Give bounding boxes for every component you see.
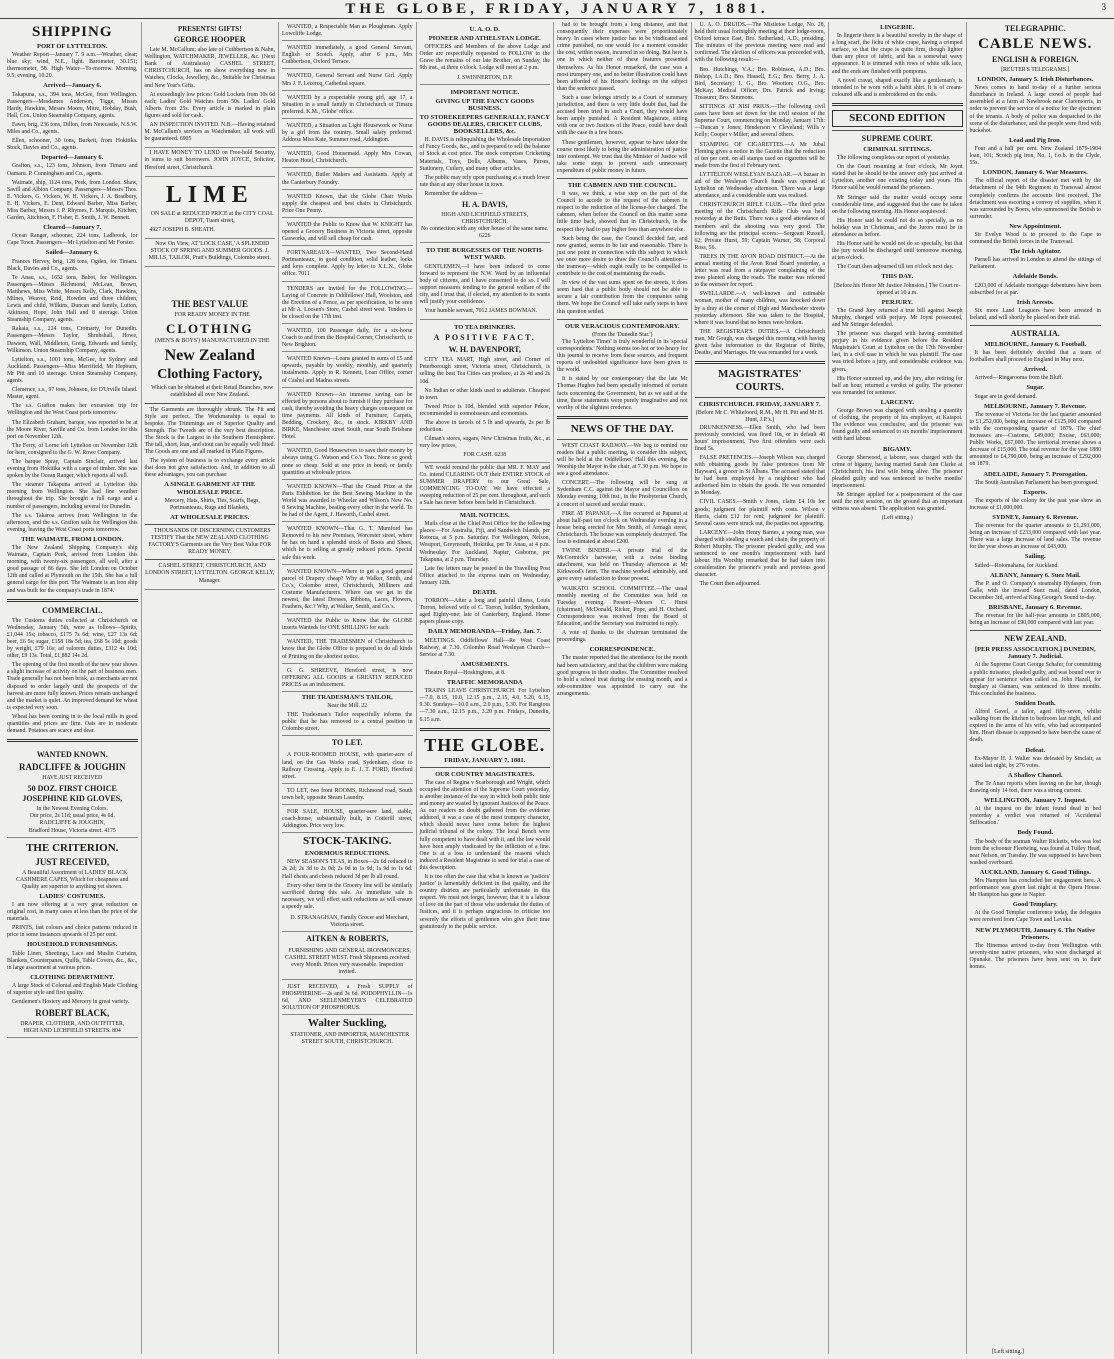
telegram-text: The revenue of Victoria for the last quarter amounted to £1,252,000, being an increase of £125,000 compared with the corresponding quarter of 1879. The chief increases are—Customs, £49,000; Excise, £63,000; Public Works, £67,000. The territorial revenue shows a decrease of £15,000. The total revenue for the year 1880 amounted to £4,790,000, being an increase of £292,000 on 1879. — [969, 411, 1101, 468]
ad-line: A large Stock of Colonial and English Made Clothing of superior style and first quality. — [7, 982, 138, 997]
davis-ad — [420, 85, 551, 244]
news-item: Bro. Hutchings, V.A.; Bro. Robinson, A.D.; Bro. Bishop, I.A.D.; Bro. Hassell, E.G.; Bro. Berry, J. A. Bird, Secretary; J. G., Bro. Wootton; O.G., Bro. McKay; Medical Officer, Drs. Patrick and Irving; Treasurer, Bro. Simmons. — [694, 66, 825, 101]
news-item: LYTTELTON WESLEYAN BAZAAR.—A bazaar in aid of the Wesleyan Church funds was opened at Lyttelton on Wednesday afternoon. There was a large attendance, and a considerable sum was realised. — [694, 171, 825, 200]
ad-subheading: IMPORTANT NOTICE. — [450, 88, 519, 96]
ad-line: The above in tarcels of 5 lb and upwards, 2s per lb reduction. — [419, 420, 550, 434]
shipping-entry: Te Anau, s.s., 1652 tons, Babot, for Wellington. Passengers—Misses Richmond, McLean, Brown, Matthews, Miss White, Messrs Kelly, Clark, Hawkins, Milnes, Weaver, Reid, Howden and three children, Lewis and child, Wilkins, Duncan and family, Lutton, Atkinson, Hope, John Hall and 8 steerage. Union Steamship Company, agents. — [7, 274, 138, 324]
telegram-text: Sugar are in good demand. — [974, 393, 1037, 400]
column-2 — [142, 22, 280, 1354]
court-report: His Honor summed up, and the jury, after retiring for half an hour, returned a verdict of guilty. The prisoner was remanded for sentence. — [832, 375, 963, 396]
telegram-heading: Sailing. — [1024, 553, 1046, 561]
davenport-ad — [420, 320, 551, 462]
news-item: THE REGISTRAR'S DUTIES.—A Christchurch man, Mr Gough, was charged this morning with having given false information to the Registrar of Births, Deaths, and Marriages. He was remanded for a week. — [694, 328, 825, 357]
ad-subheading: U. A. O. D. — [469, 26, 500, 33]
hooper-ad — [145, 22, 276, 148]
black-heading: ROBERT BLACK, — [35, 1008, 110, 1019]
telegram-text: News comes to hand to-day of a further serious disturbance in Ireland. A large crowd of people had assembled at a farm at Newbrook near Claremorris, in order to prevent the service of a notice for the ejectment of the tenants. A body of police was despatched to the scene of the disturbance, and the people were fired with buckshot. — [969, 85, 1101, 134]
court-report: George Brown was charged with stealing a quantity of clothing, the property of his employer, at Kaiapoi. The evidence was conclusive, and the prisoner was found guilty and sentenced to six months' imprisonment with hard labour. — [832, 408, 963, 443]
article-text: In view of the vast sums spent on the streets, it does seem hard that a public body should not be able to secure a fair contribution from the companies using them. We hope the Council will take early steps to have this question settled. — [557, 280, 688, 315]
notice-text: Mails close at the Chief Post Office for the following places:—For Australia, Fiji, and Sandwich Islands, per Rotorua, at 5 p.m. Saturday. For Wellington, Nelson, Westport, Greymouth, Hokitika, per Te Anau, at 4 p.m. Wednesday. For Auckland, Napier, Gisborne, per Takapuna, at 2 p.m. Thursday. — [419, 521, 550, 563]
dateline: WELLINGTON, January 7. Inquest. — [983, 797, 1087, 805]
ad-line: STATIONER, AND IMPORTER, MANCHESTER STREET SOUTH, CHRISTCHURCH. — [290, 1031, 410, 1046]
weather-report: Weather Report—January 7. 9 a.m.—Weather, clear; blue sky; wind, N.E., light. Barometer, 30.151; thermometer, 58. High Water—To-morrow. Morning, 9.5; evening, 10.20. — [7, 52, 138, 80]
column-7 — [829, 22, 967, 1354]
commercial-article: Wheat has been coming in to the local mills in good quantities and prices are firm. Oats are in moderate demand. Potatoes are scarce and dear. — [7, 713, 138, 735]
mills-ad — [145, 239, 276, 267]
ad-line: Table Linen, Sheetings, Lace and Muslin Curtains, Blankets, Counterpanes, Quilts, Table Covers, &c., &c., in large assortment at various prices. — [7, 950, 138, 971]
ad-line: D. STRANAGHAN, Family Grocer and Merchant, Victoria street. — [282, 913, 413, 932]
dateline: MELBOURNE, January 6. Football. — [984, 341, 1087, 348]
telegram-text: At the Good Templar conference today, the delegates were received from Cape Town and Levuka. — [969, 910, 1101, 924]
shipping-entry: Grafton, s.s., 123 tons, Johnson, from Timaru and Oamaru. P. Cunningham and Co., agents. — [7, 163, 138, 177]
telegram-heading: The Irish Agitator. — [1009, 248, 1062, 256]
telegram-text: The revenue for the quarter amounts to £1,293,000, being an increase of £233,000 compared with last year. There was a large increase of land sales. The revenue for the year shows an increase of £43,000. — [969, 523, 1101, 551]
news-item: STAMPING OF CIGARETTES.—A Mr Jubal Fleming gives a notice in the Gazette that the reduction of ten per cent. on all stamps used on cigarettes will be made from the first of February next. — [694, 141, 825, 169]
classified-ad: JUST RECEIVED, a Fresh SUPPLY of PHOSPHERINE—2s and 3s 6d. PODOPHYLLIN—1s 6d, AND SEELENMEYER'S CELEBRATED SOLUTION OF PHOSPHORUS. — [282, 982, 413, 1015]
court-report: His Honor said he could not do so specially, as no holiday was in Christmas, and the Jurors must be in attendance as before. — [832, 217, 963, 238]
columns — [4, 22, 1110, 1354]
shipping-news: The s.s. Takaroa arrives from Wellington in the afternoon, and the s.s. Grafton sails for Wellington this evening, leaving the West Coast ports tomorrow. — [7, 512, 138, 533]
article-heading: LINGERIE. — [880, 24, 915, 31]
editorial-text: These gentlemen, however, appear to have taken the course most likely to bring the administration of justice into contempt. We trust that the Minister of Justice will take some steps to prevent such unnecessary expenditure of public money in future. — [557, 139, 688, 174]
ad-heading: LIME — [165, 181, 254, 208]
news-item: SITTINGS AT NISI PRIUS.—The following civil cases have been set down for the civil session of the Supreme Court, commencing on Monday, January 17th:—Duncan v Jones; Henderson v Cleveland; Wills v Kelly; Cooper v Miller; and several others. — [694, 104, 825, 139]
telegram-heading: Sugar. — [1026, 384, 1045, 392]
ad-line: Remember the address— — [424, 190, 484, 197]
article-heading: THE CABMEN AND THE COUNCIL. — [567, 181, 677, 189]
telegram-text: The revenue for the half-year amounts to £805,000, being an increase of £90,000 compared with last year. — [969, 613, 1101, 627]
ad-line: Our price, 2s 11d; usual price, 4s 6d. — [29, 813, 115, 820]
shipping-entry: Ellen, schooner, 30 tons, Burkett, from Hokitika. Stock, Davies and Co., agents. — [7, 138, 138, 152]
new-zealand-heading: NEW ZEALAND. — [1004, 634, 1067, 644]
telegram-source: [REUTER'S TELEGRAMS.] — [1001, 67, 1070, 73]
to-let-heading: TO LET. — [331, 738, 363, 748]
dateline: SYDNEY, January 6. Revenue. — [992, 513, 1079, 521]
aitken-heading: AITKEN & ROBERTS, — [306, 934, 389, 944]
shipping-news: The Ferry, of Lorne left Lyttelton on November 12th for here, consigned to the G. W. Rowe Company. — [7, 442, 138, 456]
telegram-text: The P. and O. Company's steamship Hydaspes, from Galle, with the inward Suez mail, dated London, December 3rd, arrived at King George's Sound to-day. — [969, 580, 1101, 601]
classified-ad: WANTED Known, that the Globe Chair Works supply the cheapest and best chairs in Christchurch. Price One Penny. — [282, 192, 413, 218]
ad-line: OFFICERS and Members of the above Lodge and Order are respectfully requested to FOLLOW to the Grave the remains of our late Brother, on Sunday, the 9th inst., at three o'clock. Lodge will meet at 2 p.m. — [419, 44, 550, 72]
ad-line: CASHEL STREET, CHRISTCHURCH, AND LONDON STREET, LYTTELTON. GEORGE KELLY, Manager. — [145, 563, 275, 584]
masthead-title: THE GLOBE, FRIDAY, JANUARY 7, 1881. — [345, 1, 769, 17]
news-item: CHRISTCHURCH RIFLE CLUB.—The third prize meeting of the Christchurch Rifle Club was held yesterday at the Butts. There was a good attendance of members and the shooting was very good. The following are the principal scores:—Sergeant Russell, 62; Private Hurst, 59; Captain Warner, 58; Corporal Ross, 56. — [694, 202, 825, 251]
court-report: (Left sitting.) — [881, 515, 913, 522]
column-4 — [417, 22, 555, 1354]
waimate-article: The New Zealand Shipping Company's ship Waimate, Captain Peek, arrived from London this morning, with twenty-six passengers, all well, after a good passage of 86 days. She left London on October 12th and called at Plymouth on the 15th. She has a full general cargo for this port. The Waimate is an iron ship and was built for the company's trade in 1874. — [7, 545, 138, 594]
classified-ad: TENDERS are invited for the FOLLOWING:—Laying of Concrete in Oddfellows' Hall, Woolston, and the Erection of a Fence, as per specification, to be seen at Mr A. Loosen's Store, Cashel street west. Tenders to be closed on the 17th inst. — [282, 284, 413, 324]
editorial-heading: OUR COUNTRY MAGISTRATES. — [435, 770, 535, 778]
notice-text: Theatre Royal—Hoskingtons, at 8. — [424, 669, 506, 676]
sailed-heading: Sailed—January 6. — [45, 249, 99, 257]
telegram-heading: A Shallow Channel. — [1007, 771, 1063, 779]
ad-line: HIGH AND LICHFIELD STREETS. 804 — [23, 1028, 121, 1035]
ad-line: I HAVE MONEY TO LEND on Free-hold Security, in sums to suit borrowers. JOHN JOYCE, Solicitor, Hereford street, Christchurch. — [144, 150, 275, 171]
ad-line: Gentlemen's Hosiery and Mercery in great variety. — [12, 999, 130, 1006]
bowman-ad — [420, 243, 551, 320]
classified-ad: WANTED KNOWN—That the Grand Prize at the Paris Exhibition for the Best Sewing Machine in the World was awarded to Wheeler and Wilson's New No. 8 Sewing Machine, beating every other in the world. To be had of the Agent, J. Haworth, Cashel street. — [282, 482, 413, 522]
just-received-heading: JUST RECEIVED, — [35, 856, 110, 867]
dateline: LONDON, January 5. Irish Disturbances. — [977, 76, 1094, 84]
article-text: The 'Lyttelton Times' is truly wonderful in its 'special correspondents.' Nothing seems too hot or too heavy for this journal to receive from these sources, and frequent reports of undoubted significance have been given to the world. — [557, 338, 688, 374]
classified-ad: WANTED, Good Housemaid. Apply Mrs Cowan, Heaton Hotel, Christchurch. — [282, 149, 413, 168]
port-heading: PORT OF LYTTELTON. — [36, 43, 108, 50]
ad-subheading: AT WHOLESALE PRICES. — [170, 513, 250, 521]
telegram-text: Parnell has arrived in London to attend the sittings of Parliament. — [969, 257, 1101, 271]
news-item: U. A. O. DRUIDS.—The Mistletoe Lodge, No. 28, held their usual fortnightly meeting at their lodge-room, Oxford terrace East, Bro. Sutherland, A.D., presiding. The minutes of the previous meeting were read and confirmed. The election of officers was proceeded with, with the following result:— — [694, 22, 825, 64]
ad-line: HIGH AND LICHFIELD STREETS, CHRISTCHURCH. — [441, 211, 529, 226]
ad-line: PRINTS, fast colours and choice patterns reduced in price in some instances upwards of 25 per cent. — [7, 925, 138, 939]
ad-line: Late M. McCallum; also late of Cuthbertson & Nahn, Wellington, WATCHMAKER, JEWELLER, &c. (Next Bank of Australasia) CASHEL STREET, CHRISTCHURCH, has on show everything new in Watches, Clocks, Jewellery, &c., Suitable for Christmas and New Year's Gifts. — [144, 47, 275, 89]
court-report: FALSE PRETENCES.—Joseph Wilson was charged with obtaining goods by false pretences from Mr Hayward, a grocer in St Albans. The accused stated that he had been employed by a neighbour who had authorised him to obtain the goods. He was remanded to Monday. — [694, 454, 825, 497]
shipping-entry: Waimate, ship, 1124 tons, Peek, from London. Shaw, Savill and Albion Company. Passengers—Messrs Thos. E. Vickers, G. Vickers, W. H. Vickers, J. A. Bradbury, E. H. Vickers, E. Dent, Edward Barber, Miss Barber, Miss Barber, Messrs J. P. Rhymes, F. Marquis, Kitchen, Garden, Aitchison, F. Fisher, E. Smith, J. W. Bennett. — [7, 179, 138, 222]
court-report: LARCENY.—John Henry Barnes, a young man, was charged with stealing a watch and chain, the property of Robert Murphy. The prisoner pleaded guilty, and was sentenced to one month's imprisonment with hard labour. His Worship remarked that he had taken into consideration the prisoner's youth and previous good character. — [694, 529, 825, 579]
clothing-factory-ad — [145, 267, 276, 589]
news-item: CONCERT.—The following will be sung at Sydenham C.C. against the Mayor and Councillors on Monday evening, 10th inst., in the Presbyterian Church, a concert of sacred and secular music. — [557, 480, 688, 508]
dateline: ALBANY, January 6. Suez Mail. — [989, 571, 1081, 579]
shipping-heading: SHIPPING — [31, 24, 113, 40]
ad-line: RADCLIFFE & JOUGHIN, — [39, 820, 106, 827]
criterion-heading: THE CRITERION. — [26, 841, 119, 854]
ad-subheading: ENORMOUS REDUCTIONS. — [304, 850, 390, 858]
shipping-entry: Frances Hervey, brig, 128 tons, Ogden, for Timaru. Black, Davies and Co., agents. — [7, 258, 138, 272]
classified-ad: WANTED the Public to Know that W. KNIGHT has opened a Grocery Business in Victoria street, opposite Gasworks, and will sell cheap for cash. — [282, 220, 413, 246]
ad-line: Which can be obtained at their Retail Branches, now established all over New Zealand. — [151, 385, 274, 399]
radcliffe-ad — [7, 746, 138, 837]
classified-ad: WANTED, THE TRADESMEN of Christchurch to know that the Globe Office is prepared to do all kinds of Printing on the shortest notice. — [282, 637, 413, 663]
court-report: The following completes our report of yesterday. — [837, 155, 951, 162]
classified-ad: TO LET, two front ROOMS, Richmond road, South town belt, opposite Steam Laundry. — [282, 786, 413, 805]
court-subheading: LARCENY. — [880, 398, 914, 406]
court-report: Mr Stringer applied for a postponement of the case until the next session, on the ground that an important witness was absent. The application was granted. — [832, 492, 963, 513]
ad-subheading: A SINGLE GARMENT AT THE WHOLESALE PRICE. — [164, 481, 256, 496]
telegram-text: The body of the seaman Walter Ricketts, who was lost from the schooner Fleetwing, was found at Tulley Head, near Nelson, on Tuesday. He was supposed to have been washed overboard. — [969, 838, 1101, 866]
court-report: George Sherwood, a laborer, was charged with the crime of bigamy, having married Sarah Ann Clarke at Christchurch, his first wife being alive. The prisoner pleaded guilty and was sentenced to twelve months' imprisonment. — [832, 454, 963, 489]
classified-ad: WANTED KNOWN—Where to get a good general parcel of Drapery cheap? Why at Walker, Smith, and Co.'s, Colombo street, Christchurch, Milliners and Costume Manufacturers. Where can we get in the newest, the latest Dresses, Ribbons, Laces, Flowers, Feathers, &c.? Why, at Walker, Smith, and Co.'s. — [282, 567, 413, 615]
telegram-text: The Te Anau reports when leaving on the bar, though drawing only 14 feet, there was a strong current. — [969, 780, 1101, 794]
telegram-text: Sailed—Rotomahana, for Auckland. — [974, 562, 1059, 569]
classified-ad: THE Tradesman's Tailor respectfully informs the public that he has removed to a central position in Colombo street. — [282, 710, 413, 736]
departed-heading: Departed—January 6. — [41, 154, 104, 162]
telegraphic-heading: TELEGRAPHIC. — [1004, 24, 1066, 33]
telegram-text: £203,000 of Adelaide mortgage debentures have been subscribed for at par. — [969, 282, 1101, 296]
article-text: In lingerie there is a beautiful novelty in the shape of a long scarf, the fichu of white crape, having a crimped surface, so that the crape is quite firm, though lighter than any piece of fabric, and has a somewhat wavy appearance. It is trimmed with rows of white silk lace, and the ends are finished with pompoms. — [832, 33, 963, 75]
ad-line: The system of business is to exchange every article that does not give satisfaction. And, in addition to all these advantages, you can purchase — [144, 458, 275, 479]
ad-line: At exceedingly low prices: Gold Lockets from 10s 6d each; Ladies' Gold Watches from 50s. Ladies' Gold Alberts from 25s. Every article is marked in plain figures and sold for cash. — [144, 91, 275, 119]
classified-ad: G. G. SHREEVE, Hereford street, is now OFFERING ALL GOODS at GREATLY REDUCED PRICES as an inducement. — [282, 666, 413, 692]
shipping-news: The s.s. Grafton makes her excursion trip for Wellington and the West Coast ports tomorrow. — [7, 403, 138, 417]
ad-line: The public may rely upon purchasing at a much lower rate than at any other house in town. — [419, 174, 550, 188]
editorial-text: The case of Regina v Scarborough and Wright, which occupied the attention of the Supreme Court yesterday, is another instance of the way in which both public time and money are wasted by ignorant Justices of the Peace. As our readers no doubt gathered from the evidence adduced, it was a case of the most trumpery character, which should never have come before the highest judicial tribunal of the colony. The local Bench were fully competent to have dealt with it, and the law would have been amply vindicated by the infliction of a fine. One is at a loss to understand the reasons which induced a Resident Magistrate to send for trial a case of this description. — [419, 779, 550, 871]
ad-line: FURNISHING AND GENERAL IRONMONGERS, CASHEL STREET WEST. Fresh Shipments received every Month. Prices very reasonable. Inspection invited. — [282, 946, 413, 979]
telegram-heading: Lead and Pig Iron. — [1009, 136, 1062, 144]
ad-line: CITY TEA MART, High street, and Corner of Peterborough street, Victoria street, Christchurch, is selling the best Tea Cities can produce, at 2s 4d and 2s 10d. — [419, 357, 550, 385]
gloves-heading: 50 DOZ. FIRST CHOICE JOSEPHINE KID GLOVES, — [22, 784, 123, 804]
telegram-heading: Body Found. — [1017, 829, 1054, 837]
memoranda-heading: DAILY MEMORANDA—Friday, Jan. 7. — [428, 628, 542, 636]
australia-heading: AUSTRALIA. — [1010, 329, 1060, 338]
court-report: The prisoner was charged with having committed perjury in his evidence given before the Resident Magistrate's Court at Lyttelton on the 17th November last, in a civil case in which he was plaintiff. The case was tried before a jury, and considerable evidence was given. — [832, 331, 963, 373]
ad-line: THOUSANDS OF DISCERNING CUSTOMERS TESTIFY That the NEW ZEALAND CLOTHING FACTORY'S Garments are the Very Best Value FOR READY MONEY. — [148, 527, 272, 556]
telegram-heading: Adelaide Bonds. — [1012, 273, 1058, 281]
ad-heading: H. A. DAVIS, — [462, 199, 508, 209]
ad-heading: Clothing Factory, — [157, 367, 263, 383]
article-heading: CORRESPONDENCE. — [589, 646, 655, 654]
classified-ad: WANTED KNOWN—That G. T. Mumford has Removed to his new Premises, Worcester street, where he has on hand a splendid stock of Boots and Shoes, which he is selling at greatly reduced prices. Special sale this week. — [282, 524, 413, 564]
cable-news-heading: CABLE NEWS. — [978, 36, 1093, 52]
telegram-text: The official report of the disaster met with by the detachment of the 94th Regiment in Transvaal almost completely confirms the accounts first received. The detachment was escorting a convoy of supplies, when it was surrounded by Boers, who summoned the British to surrender. — [969, 178, 1101, 220]
suckling-heading: Walter Suckling, — [307, 1016, 387, 1029]
article-subheading: (From the 'Dunedin Star.') — [592, 331, 653, 338]
ad-line: Near the Mill. 22 — [327, 703, 368, 710]
telegram-heading: Irish Arrests. — [1016, 298, 1054, 306]
shipping-entry: Ocean Ranger, schooner, 224 tons, Ladbrook, for Cape Town. Passengers—Mr Lyttelton and Mr Forster. — [7, 233, 138, 247]
classified-ad: WANTED, General Servant and Nurse Girl. Apply Mrs J. F. Lecercq, Cathedral square. — [282, 71, 413, 90]
ad-heading: A POSITIVE FACT. — [433, 333, 536, 343]
ad-line: (MEN'S & BOYS') MANUFACTURED IN THE — [155, 338, 270, 345]
dateline: AUCKLAND, January 6. Good Tidings. — [979, 868, 1091, 876]
telegram-heading: Arrived. — [1023, 366, 1048, 374]
ad-line: Cilman's stores, sugars, New Christmas fruits, &c., at very low prices, — [419, 436, 550, 450]
telegram-text: The exports of the colony for the past year show an increase of £1,000,000. — [969, 497, 1101, 511]
news-item: WAIKATO SCHOOL COMMITTEE.—The usual monthly meeting of the Committee was held on Tuesday evening. Present—Messrs C. Hurst (chairman), McDonald, Ricker, Pope, and H. Orchard. Correspondence was received from the Board of Education, and the Secretary was instructed to reply. — [557, 585, 688, 628]
column-1 — [4, 22, 142, 1354]
column-3 — [279, 22, 417, 1354]
court-subheading: THIS DAY. — [881, 273, 914, 281]
classified-ad: WANTED by a respectable young girl, age 17, a Situation in a small family in Christchurch or Timaru preferred. K.M., 'Globe' office. — [282, 93, 413, 119]
lime-ad — [145, 177, 276, 239]
telegram-heading: Exports. — [1023, 488, 1048, 496]
classified-ad: FORTNAREAUX—WANTED, Two Second-Hand Portmanteaux, in good condition, solid leather, locks and keys complete. Apply by letter to X.L.N., Globe office. 7011 — [282, 248, 413, 281]
classified-ad: WANTED Known—An immense saving can be effected by persons about to furnish if they purchase for cash, thereby avoiding the heavy charges consequent on time payments. All kinds of Furniture, Carpets, Bedding, Crockery, &c., in stock. KIRKBY AND BIRKE, Manchester street South, near South Brisbane Hotel. — [282, 390, 413, 445]
court-subheading: CHRISTCHURCH. FRIDAY, JANUARY 7. — [698, 401, 821, 409]
court-subheading: BIGAMY. — [883, 445, 912, 453]
ad-line: Your humble servant, 7012 JAMES BOWMAN. — [424, 308, 538, 315]
commercial-article: The Customs duties collected at Christchurch on Wednesday, January 5th, were as follows—Spirits, £1,044 15s; tobacco, £175 7s 6d; wine, £27 13s 6d; beer, £6 5s; sugar, £158 18s 5d; tea, £68 5s 10d; goods by weight, £79 16s; ad valorem duties, £312 4s 10d; other, £9 13s. Total, £1,882 14s 2d. — [7, 617, 138, 660]
classified-ad: WANTED immediately, a good General Servant, English or Scotch. Apply, after 6 p.m., Mrs Cuthbertson, Oxford Terrace. — [282, 43, 413, 69]
commercial-heading: COMMERCIAL. — [42, 605, 103, 615]
ad-line: In the Newest Evening Colors. — [36, 806, 108, 813]
amusements-heading: AMUSEMENTS. — [460, 660, 509, 668]
classified-ad: A FOUR-ROOMED HOUSE, with quarter-acre of land, on the Gas Works road, Sydenham, close to Railway Crossing. Apply to E. J. T. FORD, Hereford street. — [282, 750, 413, 783]
dateline: LONDON, January 6. War Measures. — [982, 169, 1088, 177]
ad-heading: THE BEST VALUE — [171, 299, 249, 310]
ad-line: AN INSPECTION INVITED. N.B.—Having retained M. McCallum's services as Watchmaker, all work will be guaranteed. 6905 — [144, 122, 275, 143]
telegram-text: Mrs Hampton has concluded her engagement here. A performance was given last night at the Opera House. Mr Hampton has gone to Napier. — [969, 878, 1101, 899]
dateline: BRISBANE, January 6. Revenue. — [988, 604, 1082, 611]
shipping-entry: Lyttelton, s.s., 1001 tons, McGee, for Sydney and Auckland. Passengers—Miss Merrifield, Mr Hepburn, Mr Pitt and 10 steerage. Union Steamship Company, agents. — [7, 356, 138, 385]
ad-heading: New Zealand — [164, 347, 255, 365]
ad-line: Tweed Price is 10d, blended with superior Pekoe, recommended to connoisseurs and economists. — [419, 403, 550, 417]
ad-heading: GEORGE HOOPER — [173, 35, 246, 45]
ad-subheading: LADIES' COSTUMES. — [39, 892, 106, 900]
ad-line: H. DAVIS is relinquishing the Wholesale Importation of Fancy Goods, &c., and is prepared to sell the balance of Stock at cost price. The stock comprises Cricketing Materials, Toys, Dolls, Albums, Vases, Purses, Stationery, Cutlery, and many other articles. — [419, 137, 550, 172]
editorial-text: It is too often the case that what is known as 'justices' justice' is lamentably deficient in that quality, and the country districts are particularly unfortunate in this respect. We must not forget, however, that it is a labour of love on the part of those who undertake the duties of Justices, and it is perhaps ungracious to criticise too severely the efforts of gentlemen who give their time gratuitously to the public service. — [419, 874, 550, 930]
dateline: [PER PRESS ASSOCIATION.] DUNEDIN, January 7. Judicial. — [974, 646, 1096, 661]
masthead — [0, 0, 1114, 19]
classified-ad: WANTED the Public to Know that the GLOBE inserts Wanteds for ONE SHILLING for each. — [282, 616, 413, 635]
classified-ad: WANTED, a Respectable Man as Ploughman. Apply Lowcliffe Lodge. — [282, 22, 413, 41]
page-number: 3 — [1101, 2, 1106, 12]
shipping-entry: Clemence, s.s., 97 tons, Johnson, for D'Urville Island. Master, agent. — [7, 387, 138, 401]
notice-text: TRAINS LEAVE CHRISTCHURCH. For Lyttelton—7.0, 8.15, 10.0, 12.15 p.m., 2.15, 4.0, 5.20, 6.15, 9.30. Sundays—10.0 a.m., 2.0 p.m., 5.30. For Rangiora—7.30 a.m., 12.15 p.m., 3.20 p.m. Fridays, Dunedin, 6.15 a.m. — [419, 688, 550, 723]
ad-subheading: TO TEA DRINKERS. — [454, 324, 516, 332]
shipping-entry: Rakaia, s.s., 224 tons, Cromarty, for Dunedin. Passengers—Messrs Taylor, Shrubshall, Howe, Dawson, Wall, Middleton, Greig, Edwards and family, Wilkinson. Union Steamship Company, agents. — [7, 326, 138, 354]
shipping-news: The barque Spray, Captain Sinclair, arrived last evening from Hokitika with a cargo of timber. She was spoken by the Ocean Ranger, which reports all well. — [7, 458, 138, 480]
supreme-court-heading: SUPREME COURT. — [861, 133, 933, 143]
ad-line: FOR READY MONEY IN THE — [174, 312, 250, 319]
column-5 — [554, 22, 692, 1354]
telegram-heading: Sudden Death. — [1014, 699, 1056, 707]
ad-subheading: TO THE BURGESSES OF THE NORTH-WEST WARD. — [426, 247, 544, 262]
globe-heading: THE GLOBE. — [424, 734, 546, 755]
trains-heading: TRAFFIC MEMORANDA — [446, 679, 523, 687]
column-6 — [692, 22, 830, 1354]
article-text: It was, we think, a wise step on the part of the Council to accede to the request of the cabmen in respect to the reduction of the license-fee charged. The cabmen, when before the Council on this matter some little time back, showed that in Christchurch, in the respect they had to pay higher fees than anywhere else. — [557, 191, 688, 233]
ad-line: HAVE JUST RECEIVED — [42, 775, 103, 782]
telegram-text: Arrived—Ringarooma from the Bluff. — [974, 375, 1064, 382]
court-report: On the Court resuming at four o'clock, Mr Joynt stated that he should be the answer only just arrived at Lyttelton, another one existing today and yours. His Honor said he would remand the prisoners. — [832, 164, 963, 192]
telegram-text: The South Australian Parliament has been prorogued. — [974, 479, 1099, 486]
ad-subheading: TO STOREKEEPERS GENERALLY, FANCY GOODS DEALERS, CRICKET CLUBS, BOOKSELLERS, &c. — [419, 113, 550, 136]
shipping-entry: Takapuna, s.s., 394 tons, McGee, from Wellington. Passengers—Mesdames Anderson, Tigge, Misses Hardy, Hawkins, Messrs Moore, Mitre, Hobday, Bush, Hall, Cox. Union Steamship Company, agents. — [7, 91, 138, 119]
notice-text: MEETINGS. Oddfellows' Hall—Re West Coast Railway, at 7.30. Colombo Road Wesleyan Church—Service at 7.30. — [419, 637, 550, 658]
ad-heading: W. H. DAVENPORT, — [448, 345, 521, 355]
ad-line: No connection with any other house of the same name. 6226 — [421, 226, 549, 240]
ad-subheading: HOUSEHOLD FURNISHINGS. — [27, 941, 118, 949]
ad-subheading: GIVING UP THE FANCY GOODS BUSINESS. — [435, 97, 534, 112]
ad-line: ON SALE at REDUCED PRICE at the CITY COAL DEPOT, Tuam street, — [150, 210, 274, 224]
telegram-text: Ex-Mayor H. J. Walter was defeated by Sinclair, as stated last night, by 276 votes. — [969, 755, 1101, 769]
english-foreign-heading: ENGLISH & FOREIGN. — [992, 55, 1079, 64]
ad-line: 4927 JOSEPH B. SHEATH. — [149, 226, 216, 233]
ad-subheading: PIONEER AND ATHELSTAN LODGE. — [428, 35, 541, 43]
classified-ad: WANTED, Butler Makers and Assistants. Apply at the Canterbury Foundry. — [282, 170, 413, 189]
news-item: SWELLARDE.—A well-known and estimable woman, mother of many children, was knocked down by a dray at the corner of High and Manchester streets yesterday afternoon. She was taken to the Hospital, where it was found that no bones were broken. — [694, 291, 825, 326]
ad-subheading: CLOTHING DEPARTMENT. — [30, 973, 115, 981]
shipping-news: The steamer Takapuna arrived at Lyttelton this morning from Wellington. She had fine weather throughout the trip. She brought a full cargo and a number of passengers, including several for Dunedin. — [7, 482, 138, 510]
court-report: CIVIL CASES.—Smith v Jones, claim £4 10s for goods; judgment for plaintiff with costs. Wilson v Harris, claim £12 for rent; judgment for plaintiff. Several cases were struck out, the parties not appearing. — [694, 499, 825, 527]
article-text: Such being the case, the Council decided fair, and now granted, seems to be fair and reasonable. There is just one point in connection with this subject to which we once more desire to draw the Council's attention—the tramway—which ought really to be compelled to contribute to the cost of maintaining the roads. — [557, 235, 688, 278]
notice-text: TORRON—After a long and painful illness, Louis Torron, beloved wife of C. Torron, builder, Sydenham, aged Eighty-one; late of Canterbury, England. Home papers please copy. — [419, 598, 550, 626]
ad-line: NEW SEASON'S TEAS, in Boxes—2s 6d reduced to 2s 2d; 2s 3d to 2s 0d; 2s 0d to 1s 9d; 1s 9d to 1s 6d. Half chests and chests reduced 3d per lb all round. — [282, 859, 413, 880]
editorial-text: had to be brought from a long distance, and that consequently their expenses were proportionately heavy. In cases where justice has to be vindicated and crime punished, no one would for a moment consider the cost, within reason, incurred in so doing. But here is one in which neither of these features presented themselves. As his Honor remarked, the case was a most trumpery one, and no better illustration could have been afforded of his Honor's feelings on the subject than the sentence passed. — [557, 22, 688, 92]
dateline: MELBOURNE, January 7. Revenue. — [983, 402, 1087, 410]
editorial-text: Such a case belongs strictly to a Court of summary jurisdiction, and there is very little doubt that, had the accused been tried in such a Court, they would have been amply punished. A Resident Magistrate, sitting with one or two Justices of the Peace, could have dealt with the case in a few hours. — [557, 94, 688, 137]
second-edition-heading: SECOND EDITION — [832, 110, 963, 127]
ad-line: I am now offering at a very great reduction on original cost, in many cases at less than the price of the materials. — [7, 902, 138, 923]
joyce-ad — [145, 148, 276, 176]
news-item: FIRE AT PAPANUI.—A fire occurred at Papanui at about half-past ten o'clock on Wednesday evening in a house being erected for Mrs Smith, of Armagh street, Christchurch. The house was completely destroyed. The loss is estimated at about £200. — [557, 510, 688, 545]
telegram-text: At the Supreme Court George Schafer, for committing a public nuisance, pleaded guilty, and was bound over to appear for sentence when called on. John Hazell, for burglary at Oamaru, was sentenced to three months. This concluded the business. — [969, 662, 1101, 697]
article-heading: OUR VERACIOUS CONTEMPORARY. — [565, 322, 680, 330]
commercial-article: The opening of the first month of the new year shows a slight increase of activity on the part of business men. Trade generally has not been brisk, as merchants are not disposed to order largely until the prospects of the harvest are more fully known. Prices remain unchanged and the market is quiet. An improved demand for wheat is expected very soon. — [7, 662, 138, 711]
left-sitting-note: [Left sitting.] — [992, 1349, 1024, 1355]
news-item: TREES IN THE AVON ROAD DISTRICT.—At the annual meeting of the Avon Road Board yesterday, a letter was read from a ratepayer complaining of the trees planted along the roads. The matter was referred to the overseer for report. — [694, 253, 825, 289]
stock-taking-heading: STOCK-TAKING. — [302, 835, 392, 848]
telegram-text: At the inquest on the infant found dead in bed yesterday a verdict was returned of 'Accidental Suffocation.' — [969, 806, 1101, 827]
court-report: The Court then adjourned till ten o'clock next day. — [837, 264, 954, 271]
death-heading: DEATH. — [472, 589, 497, 596]
mail-notices-heading: MAIL NOTICES. — [459, 512, 510, 520]
ad-line: J. SWINNERTON, D.P. — [456, 74, 513, 81]
ad-line: Mercery, Hats, Shirts, Ties, Scarfs, Bags, Portmanteaus, Rugs and Blankets, — [164, 497, 260, 511]
ad-line: Now On View, AT 'LOCK CASE,' A SPLENDID STOCK OF SPRING AND SUMMER GOODS. J. MILLS, TAILOR, Pratt's Buildings, Colombo street. — [148, 240, 271, 262]
ad-line: A Beautiful Assortment of LADIES' BLACK CASHMERE CAPES, Which for cheapness and Quality are superior to anything yet shown. — [16, 869, 129, 890]
classified-ad: WE would remind the public that MR. F. MAY and Co. intend CLEARING OUT their ENTIRE STOCK of SUMMER DRAPERY to our Great Sale, COMMENCING TO-DAY. We have effected a sweeping reduction of 25 per cent. throughout, and such a Sale has never before been held in Christchurch. — [420, 463, 551, 511]
ad-line: The Garments are thoroughly shrunk. The Fit and Style are perfect. The Workmanship is equal to bespoke. The Trimmings are of Superior Quality and Strength. The Tweeds are of the very best description. The Stock is the Largest in the Southern Hemisphere. The tall, short, lean, and stout can be equally well fitted. The Goods are one and all marked in Plain Figures. — [144, 406, 275, 456]
telegram-text: It has been definitely decided that a team of footballers shall proceed to England in May next. — [969, 350, 1101, 364]
ad-line: Every other item in the Grocery line will be similarly sacrificed during this sale. As immediate sale is necessary, we will effect such reductions as will ensure a speedy sale. — [282, 882, 413, 910]
criterion-ad — [7, 838, 138, 1039]
dateline: NEW PLYMOUTH, January 6. The Native Prisoners. — [975, 926, 1096, 941]
classified-ad: WANTED, Good Housewives to save their money by always using G. Watson and Co.'s Teas. None so good; none so cheap. Sold at one price in bond; or family quantities at wholesale prices. — [282, 446, 413, 479]
ad-subheading: THE TRADESMAN'S TAILOR, — [301, 693, 393, 701]
dateline: FRIDAY, JANUARY 7, 1881. — [444, 756, 526, 764]
shipping-news: The Elizabeth Graham, barque, was reported to be at the Moore River, Saville and Co. from London for this port on November 12th. — [7, 419, 138, 440]
waimate-heading: THE WAIMATE, FROM LONDON. — [21, 535, 124, 543]
column-8 — [967, 22, 1105, 1354]
ad-heading: PRESENTS! GIFTS! — [177, 25, 242, 33]
wanted-known-heading: WANTED KNOWN. — [36, 750, 108, 760]
ad-line: No Indian or other kinds used to adulterate. Cheapest in town. — [419, 387, 550, 401]
court-subheading: PERJURY. — [881, 298, 913, 306]
telegram-text: Four and a half per cent. New Zealand 1879-1904 loan, 101; Scotch pig iron, No. 1, f.o.b. in the Clyde, 55s. — [969, 145, 1101, 167]
article-text: A novel cravat, shaped exactly like a gentleman's, is intended to be worn with a habit shirt. It is of cream-coloured silk and is embroidered on the ends. — [832, 77, 963, 98]
news-item: TWINE BINDER.—A private trial of the McCormick's harvester, with a twine binding attachment, was held on Thursday afternoon at Mr Kirkwood's farm. The machine worked admirably, and gave every satisfaction to those present. — [557, 548, 688, 583]
news-item: A vote of thanks to the chairman terminated the proceedings. — [557, 630, 688, 644]
telegram-text: The Hinemoa arrived to-day from Wellington with seventy-nine native prisoners, who were discharged at Opunake. The prisoners have been sent on to their homes. — [969, 942, 1101, 971]
ad-line: FOR CASH. 6238 — [463, 452, 507, 459]
uaod-notice — [420, 22, 551, 85]
article-text: It is stated by our contemporary that the late Mr Thomas Hughes had been specially informed of certain facts concerning the Government, but as we said at the time, these statements were purely imaginative and not worthy of the slightest credence. — [557, 376, 688, 411]
court-report: DRUNKENNESS.—Ellen Smith, who had been previously convicted, was fined 10s, or in default 48 hours' imprisonment. Two first offenders were each fined 5s. — [694, 424, 825, 452]
ad-line: GENTLEMEN,—I have been induced to come forward to represent the N.W. Ward by an influential body of citizens, and I have consented to do so. I will support measures tending to the general welfare of the city, and I trust that, if elected, my attention to its wants will justify your confidence. — [419, 263, 550, 305]
court-report: Mr Stringer said the matter would occupy some considerable time, and suggested that the case be taken on the following morning. His Honor acquiesced. — [832, 194, 963, 215]
dateline: ADELAIDE, January 7. Prorogation. — [983, 470, 1088, 478]
magistrates-heading: MAGISTRATES' COURTS. — [717, 368, 802, 394]
ad-heading: CLOTHING — [165, 321, 254, 337]
news-heading: NEWS OF THE DAY. — [570, 422, 674, 435]
court-report: The Grand Jury returned a true bill against Joseph Murphy, charged with perjury. Mr Joynt prosecuted, and Mr Stringer defended. — [832, 307, 963, 328]
notice-text: Late fee letters may be posted in the Travelling Post Office attached to the express train on Wednesday, January 12th. — [419, 565, 550, 586]
court-bench: [Before his Honor Mr Justice Johnston.] The Court re-opened at 10 a.m. — [834, 282, 961, 296]
telegram-heading: Defeat. — [1025, 746, 1046, 754]
classified-ad: WANTED, a Situation as Light Housework or Nurse by a girl from the country. Small salary preferred. Address Miss Kate, Summer road, Addington. — [282, 121, 413, 147]
classified-ad: WANTED, 100 Passenger daily, for a six-horse Coach to and from the Hospital Corner, Christchurch, to New Brighton. — [282, 326, 413, 352]
court-report: His Honor said he would not do so specially, but that the jury would be discharged until tomorrow morning, at ten o'clock. — [832, 241, 963, 262]
telegram-text: Six more Land Leaguers have been arrested in Ireland, and will shortly be placed on their trial. — [969, 307, 1101, 321]
arrived-heading: Arrived—January 6. — [43, 82, 102, 90]
news-item: WEST COAST RAILWAY.—We beg to remind our readers that a public meeting, to consider this subject, will be held at the Oddfellows' Hall this evening, the Worship the Mayor in the chair, at 7.30 p.m. We hope to see a good attendance. — [557, 442, 688, 478]
telegram-text: Sir Evelyn Wood is to proceed to the Cape to command the British forces in the Transvaal. — [969, 231, 1101, 246]
cleared-heading: Cleared—January 7. — [43, 224, 102, 232]
court-report: The Court then adjourned. — [699, 581, 761, 588]
radcliffe-heading: RADCLIFFE & JOUGHIN — [18, 762, 126, 773]
telegram-heading: Good Templary. — [1012, 901, 1058, 909]
court-bench: (Before Mr C. Whitefoord, R.M., Mr H. Pitt and Mr H. Hunt, J.P.'s.) — [695, 410, 824, 424]
shipping-entry: Fawn, brig, 236 tons, Dillon, from Newcastle, N.S.W. Miles and Co., agents. — [7, 121, 138, 136]
telegram-text: Alfred Gavel, a tailor, aged fifty-seven, whilst walking from the kitchen to bedroom last night, fell and expired in the arms of his wife, who had accompanied him. Heart disease is supposed to have been the cause of death. — [969, 709, 1101, 744]
ad-line: DRAPER, CLOTHIER, AND OUTFITTER, — [20, 1021, 125, 1028]
classified-ad: WANTED Known—Loans granted in sums of £5 and upwards, payable by weekly, monthly, and quarterly instalments. Apply to R. Kennett, Loan Office, corner of Cashel and Madras streets. — [282, 354, 413, 387]
court-subheading: CRIMINAL SITTINGS. — [863, 145, 932, 153]
news-item: The master reported that the attendance for the month had been satisfactory, and that the children were making good progress in their studies. The Committee resolved to hold a school treat during the ensuing month, and a sub-committee was appointed to carry out the arrangements. — [557, 655, 688, 697]
classified-ad: FOR SALE, HOUSE, quarter-acre land, stable, coach-house, substantially built, in Cotterill street, Addington. Price very low. — [282, 807, 413, 833]
ad-line: Bradford House, Victoria street. 4175 — [28, 827, 116, 834]
telegram-heading: New Appointment. — [1009, 222, 1062, 230]
